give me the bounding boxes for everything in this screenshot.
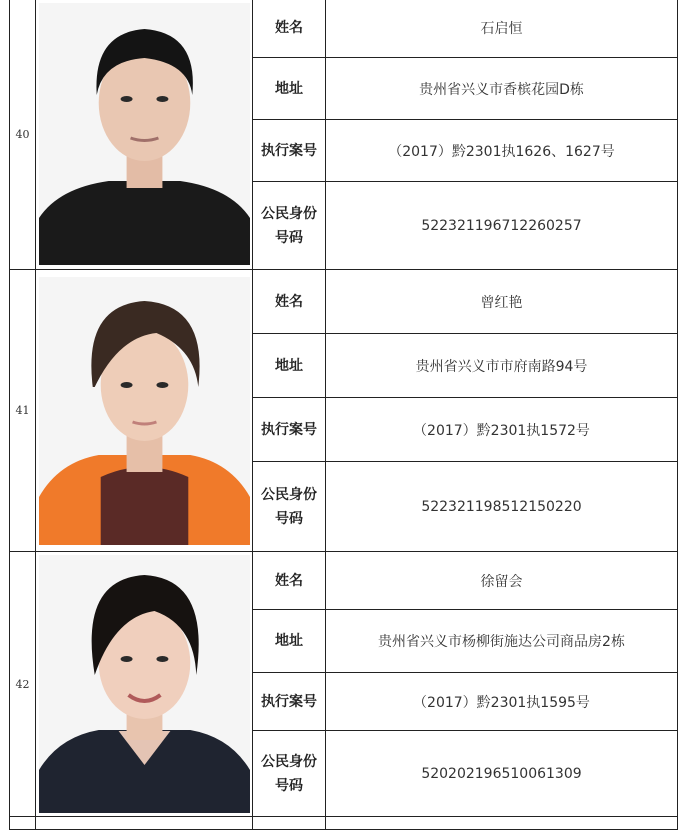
photo-cell bbox=[36, 552, 253, 817]
id-number-value: 522321196712260257 bbox=[326, 182, 678, 270]
name-label: 姓名 bbox=[253, 0, 326, 58]
photo-cell bbox=[36, 270, 253, 552]
case-number-value: （2017）黔2301执1595号 bbox=[326, 672, 678, 730]
person-photo bbox=[39, 3, 250, 265]
id-number-label-line1: 公民身份 bbox=[261, 205, 317, 222]
id-number-label-line2: 号码 bbox=[275, 229, 303, 246]
person-photo-icon bbox=[39, 555, 250, 813]
id-number-label-line1: 公民身份 bbox=[261, 486, 317, 503]
table-row bbox=[10, 270, 678, 334]
debtor-table bbox=[9, 0, 678, 830]
name-value: 徐留会 bbox=[326, 552, 678, 610]
next-row-cell bbox=[326, 817, 678, 830]
address-value: 贵州省兴义市香槟花园D栋 bbox=[326, 58, 678, 120]
record-number: 40 bbox=[10, 0, 36, 270]
case-number-label: 执行案号 bbox=[253, 398, 326, 462]
id-number-label bbox=[253, 462, 326, 552]
address-label: 地址 bbox=[253, 58, 326, 120]
record-number: 41 bbox=[10, 270, 36, 552]
table-row bbox=[10, 552, 678, 610]
name-label: 姓名 bbox=[253, 552, 326, 610]
next-row-cell bbox=[253, 817, 326, 830]
person-photo-icon bbox=[39, 277, 250, 545]
case-number-label: 执行案号 bbox=[253, 672, 326, 730]
name-label: 姓名 bbox=[253, 270, 326, 334]
id-number-label bbox=[253, 731, 326, 817]
id-number-value: 520202196510061309 bbox=[326, 731, 678, 817]
table-row bbox=[10, 0, 678, 58]
photo-cell bbox=[36, 0, 253, 270]
id-number-label-line2: 号码 bbox=[275, 777, 303, 794]
case-number-value: （2017）黔2301执1626、1627号 bbox=[326, 120, 678, 182]
name-value: 石启恒 bbox=[326, 0, 678, 58]
next-row-cell bbox=[36, 817, 253, 830]
address-value: 贵州省兴义市杨柳街施达公司商品房2栋 bbox=[326, 610, 678, 672]
record-number: 42 bbox=[10, 552, 36, 817]
person-photo bbox=[39, 277, 250, 545]
case-number-value: （2017）黔2301执1572号 bbox=[326, 398, 678, 462]
address-label: 地址 bbox=[253, 334, 326, 398]
person-photo bbox=[39, 555, 250, 813]
name-value: 曾红艳 bbox=[326, 270, 678, 334]
case-number-label: 执行案号 bbox=[253, 120, 326, 182]
id-number-value: 522321198512150220 bbox=[326, 462, 678, 552]
id-number-label bbox=[253, 182, 326, 270]
person-photo-icon bbox=[39, 3, 250, 265]
table-row bbox=[10, 817, 678, 830]
address-value: 贵州省兴义市市府南路94号 bbox=[326, 334, 678, 398]
id-number-label-line1: 公民身份 bbox=[261, 753, 317, 770]
id-number-label-line2: 号码 bbox=[275, 510, 303, 527]
next-row-cell bbox=[10, 817, 36, 830]
address-label: 地址 bbox=[253, 610, 326, 672]
